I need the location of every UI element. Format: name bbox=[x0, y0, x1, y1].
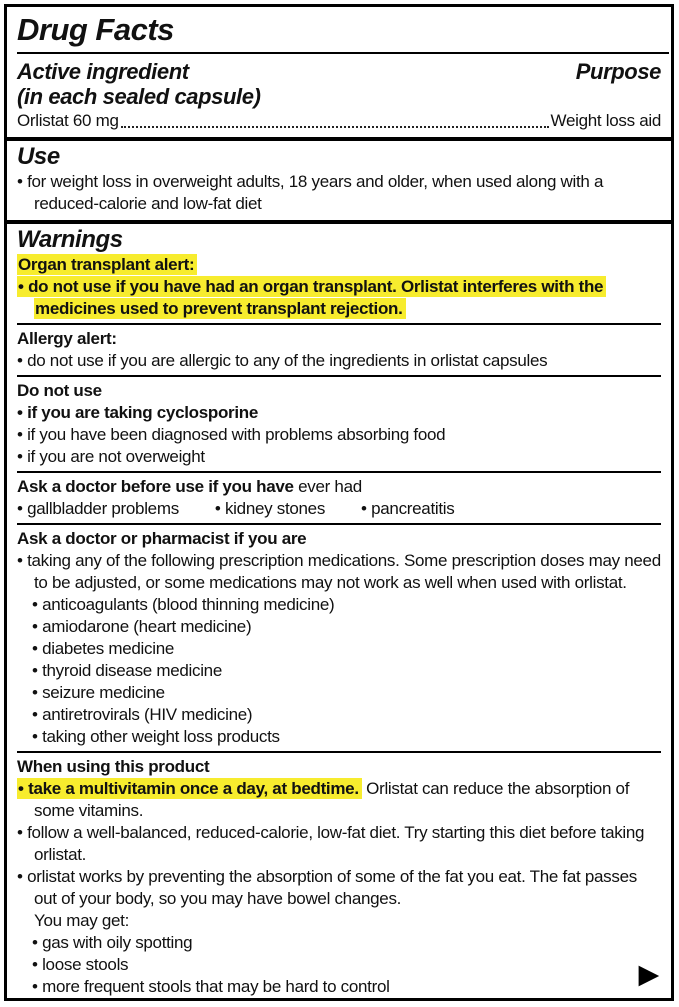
ask-doctor-item: • gallbladder problems bbox=[17, 499, 179, 518]
medication-item: • anticoagulants (blood thinning medicine) bbox=[32, 594, 661, 616]
do-not-use-item: • if you are taking cyclosporine bbox=[17, 402, 661, 424]
warnings-heading: Warnings bbox=[17, 226, 123, 253]
allergy-alert-item: • do not use if you are allergic to any of the ingredients in orlistat capsules bbox=[17, 350, 661, 372]
allergy-alert-label: Allergy alert: bbox=[17, 329, 117, 348]
organ-transplant-item bbox=[17, 276, 661, 320]
do-not-use-item: • if you are not overweight bbox=[17, 446, 661, 468]
ask-doctor-label: Ask a doctor before use if you have bbox=[17, 477, 294, 496]
when-using-subsection bbox=[17, 756, 661, 998]
ask-doctor-subsection bbox=[17, 476, 661, 520]
ask-doctor-item: • kidney stones bbox=[215, 499, 325, 518]
medication-item: • thyroid disease medicine bbox=[32, 660, 661, 682]
active-ingredient-heading: Active ingredient bbox=[17, 59, 189, 84]
ask-doctor-label-line bbox=[17, 476, 661, 498]
subsection-divider bbox=[17, 323, 661, 325]
medication-item: • amiodarone (heart medicine) bbox=[32, 616, 661, 638]
use-item: • for weight loss in overweight adults, 18 years and older, when used along with a reduced-calorie and low-fat diet bbox=[17, 171, 661, 215]
dotted-leader bbox=[121, 126, 549, 128]
subsection-divider bbox=[17, 751, 661, 753]
ask-pharmacist-subsection bbox=[17, 528, 661, 748]
continuation-arrow-icon: ▶ bbox=[638, 959, 659, 990]
use-section bbox=[7, 141, 671, 220]
purpose-heading: Purpose bbox=[575, 59, 661, 84]
organ-transplant-text: • do not use if you have had an organ transplant. Orlistat interferes with the medicines used to prevent transplant rejection. bbox=[17, 276, 606, 319]
do-not-use-item: • if you have been diagnosed with problems absorbing food bbox=[17, 424, 661, 446]
active-ingredient-heading-block bbox=[17, 59, 261, 109]
medication-item: • antiretrovirals (HIV medicine) bbox=[32, 704, 661, 726]
side-effect-item: • more frequent stools that may be hard to control bbox=[32, 976, 661, 998]
subsection-divider bbox=[17, 471, 661, 473]
medication-item: • taking other weight loss products bbox=[32, 726, 661, 748]
subsection-divider bbox=[17, 375, 661, 377]
when-using-item: • follow a well-balanced, reduced-calorie, low-fat diet. Try starting this diet before taking orlistat. bbox=[17, 822, 661, 866]
side-effect-item: • loose stools bbox=[32, 954, 661, 976]
drug-facts-panel bbox=[4, 4, 674, 1001]
multivitamin-rest: Orlistat can reduce the absorption of some vitamins. bbox=[34, 779, 630, 820]
you-may-get-label: You may get: bbox=[34, 911, 130, 930]
active-ingredient-section bbox=[7, 54, 671, 137]
ask-pharmacist-intro: • taking any of the following prescription medications. Some prescription doses may need to be adjusted, or some medications may not work as well when used with orlistat. bbox=[17, 550, 661, 594]
organ-transplant-label-line bbox=[17, 254, 661, 276]
warnings-section bbox=[7, 224, 671, 1001]
ingredient-name: Orlistat 60 mg bbox=[17, 111, 119, 130]
medication-item: • seizure medicine bbox=[32, 682, 661, 704]
do-not-use-label: Do not use bbox=[17, 381, 102, 400]
ask-doctor-item: • pancreatitis bbox=[361, 499, 454, 518]
ask-doctor-label-rest: ever had bbox=[293, 477, 362, 496]
ask-pharmacist-label: Ask a doctor or pharmacist if you are bbox=[17, 529, 307, 548]
active-ingredient-header bbox=[17, 59, 661, 109]
when-using-item: • orlistat works by preventing the absorption of some of the fat you eat. The fat passes out of your body, so you may have bowel changes. bbox=[17, 866, 661, 910]
multivitamin-highlight: • take a multivitamin once a day, at bedtime. bbox=[17, 778, 362, 799]
ingredient-row bbox=[17, 110, 661, 132]
multivitamin-item bbox=[17, 778, 661, 822]
ask-doctor-items bbox=[17, 498, 661, 520]
do-not-use-subsection bbox=[17, 380, 661, 468]
when-using-label: When using this product bbox=[17, 757, 210, 776]
use-heading: Use bbox=[17, 143, 60, 170]
drug-facts-title: Drug Facts bbox=[17, 12, 174, 47]
allergy-alert bbox=[17, 328, 661, 372]
purpose-value: Weight loss aid bbox=[550, 111, 661, 130]
side-effect-item: • gas with oily spotting bbox=[32, 932, 661, 954]
active-ingredient-subheading: (in each sealed capsule) bbox=[17, 84, 261, 109]
organ-transplant-alert bbox=[17, 254, 661, 320]
medication-item: • diabetes medicine bbox=[32, 638, 661, 660]
subsection-divider bbox=[17, 523, 661, 525]
organ-transplant-label: Organ transplant alert: bbox=[17, 254, 197, 275]
